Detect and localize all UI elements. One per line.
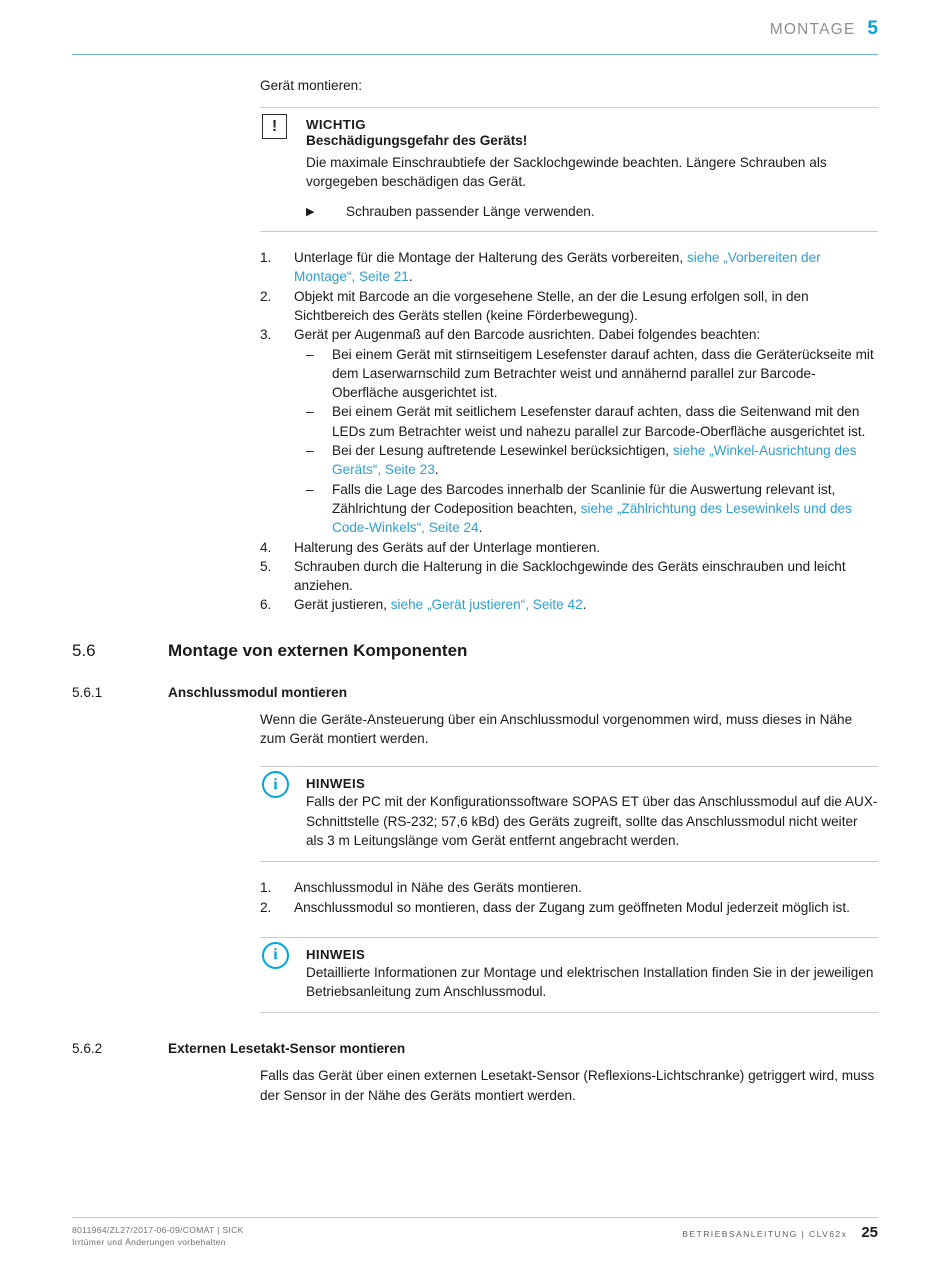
notice-subtitle: Beschädigungsgefahr des Geräts! (306, 133, 528, 148)
exclamation-glyph: ! (271, 117, 278, 135)
section-paragraph: Wenn die Geräte-Ansteuerung über ein Anschlussmodul vorgenommen wird, muss dieses in Nähe zum Gerät montiert werden. (260, 711, 853, 747)
list-item (260, 538, 878, 557)
sub-list-item (306, 345, 878, 403)
list-item-text-before: Unterlage für die Montage der Halterung des Geräts vorbereiten, (294, 250, 687, 266)
section-title: Externen Lesetakt-Sensor montieren (168, 1041, 406, 1057)
header-divider (72, 54, 878, 55)
footer-id-line2: Irrtümer und Änderungen vorbehalten (72, 1237, 226, 1248)
section-heading-5-6 (72, 641, 878, 661)
list-item-number: 1. (260, 880, 272, 896)
section-number: 5.6.2 (72, 1041, 103, 1057)
sub-text-after: . (478, 520, 483, 536)
footer-divider (72, 1217, 878, 1218)
list-item-number: 5. (260, 558, 272, 574)
list-item-text: Objekt mit Barcode an die vorgesehene Stelle, an der die Lesung erfolgen soll, in den Sichtbereich des Geräts stellen (keine Förderbewegung). (294, 288, 809, 323)
sub-text-before: Bei der Lesung auftretende Lesewinkel berücksichtigen, (332, 443, 673, 459)
dash-bullet-icon: – (306, 443, 314, 459)
section-title: Montage von externen Komponenten (168, 640, 468, 660)
sub-list-item-text: Bei einem Gerät mit stirnseitigem Lesefenster darauf achten, dass die Geräterückseite mit dem Laserwarnschild zum Betrachter weist und annähernd parallel zur Barcode-Oberfläche ausgerichtet ist. (332, 346, 874, 401)
sub-list-item (306, 480, 878, 538)
section-paragraph: Falls das Gerät über einen externen Lesetakt-Sensor (Reflexions-Lichtschranke) getriggert wird, muss der Sensor in der Nähe des Geräts montiert werden. (260, 1068, 875, 1103)
list-item-text (294, 248, 878, 287)
dash-bullet-icon: – (306, 346, 314, 362)
action-text: Schrauben passender Länge verwenden. (346, 203, 595, 219)
info-glyph: i (273, 946, 278, 964)
important-notice (260, 107, 878, 232)
list-item (260, 878, 878, 897)
note-text: Falls der PC mit der Konfigurationssoftware SOPAS ET über das Anschlussmodul auf die AUX-Schnittstelle (RS-232; 57,6 kBd) des Geräts zugreift, sollte das Anschlussmodul nicht weiter als 3 m Leitungslänge vom Gerät entfernt angebracht werden. (306, 794, 878, 848)
dash-bullet-icon: – (306, 404, 314, 420)
cross-reference-link[interactable]: siehe „Zählrichtung des Lesewinkels und des Code-Winkels“, Seite 24 (332, 500, 852, 536)
page-number: 25 (861, 1224, 878, 1241)
action-row (306, 204, 878, 221)
list-item-text: Gerät per Augenmaß auf den Barcode ausrichten. Dabei folgendes beachten: (294, 327, 761, 343)
sub-text-after: . (434, 462, 439, 478)
section-number: 5.6 (72, 640, 96, 660)
list-item-text (294, 595, 878, 614)
sub-list-item-text (332, 480, 878, 538)
list-item-number: 2. (260, 899, 272, 915)
section-heading-5-6-1 (72, 685, 878, 700)
list-item-number: 1. (260, 250, 272, 266)
exclamation-icon (262, 114, 287, 139)
list-item-number: 6. (260, 597, 272, 613)
list-item-text-after: . (408, 269, 413, 285)
notice-title: WICHTIG (306, 117, 366, 132)
info-icon (262, 771, 289, 798)
sub-list-item (306, 441, 878, 480)
procedure-list-module (260, 878, 878, 917)
sub-list (306, 345, 878, 538)
note-title: HINWEIS (306, 946, 366, 962)
list-item (260, 325, 878, 344)
info-glyph: i (273, 775, 278, 793)
header-chapter-number: 5 (867, 18, 878, 39)
triangle-right-icon: ▶ (306, 205, 315, 218)
header-chapter-title: MONTAGE (769, 21, 856, 38)
sub-list-item-text: Bei einem Gerät mit seitlichem Lesefenster darauf achten, dass die Seitenwand mit den LEDs zum Betrachter weist und nahezu parallel zur Barcode-Oberfläche ausgerichtet ist. (332, 404, 866, 439)
list-item-number: 3. (260, 327, 272, 343)
note-title: HINWEIS (306, 776, 366, 792)
list-item-text: Anschlussmodul in Nähe des Geräts montieren. (294, 880, 582, 896)
list-item (260, 557, 878, 596)
list-item (260, 248, 878, 287)
list-item-number: 4. (260, 539, 272, 555)
cross-reference-link[interactable]: siehe „Gerät justieren“, Seite 42 (390, 597, 583, 613)
intro-line: Gerät montieren: (260, 78, 362, 93)
list-item-text: Schrauben durch die Halterung in die Sacklochgewinde des Geräts einschrauben und leicht anziehen. (294, 558, 846, 594)
list-item-text-after: . (582, 597, 587, 613)
list-item (260, 287, 878, 326)
page-content (72, 78, 878, 1123)
list-item-text: Halterung des Geräts auf der Unterlage montieren. (294, 539, 601, 555)
page-header (72, 18, 878, 58)
procedure-list-mounting (260, 248, 878, 615)
sub-text-before: Falls die Lage des Barcodes innerhalb der Scanlinie für die Auswertung relevant ist, Zählrichtung der Codeposition beachten, (332, 481, 836, 516)
list-item (260, 898, 878, 917)
dash-bullet-icon: – (306, 481, 314, 497)
section-heading-5-6-2 (72, 1041, 878, 1056)
info-icon (262, 942, 289, 969)
footer-id-line1: 8011964/ZL27/2017-06-09/COMAT | SICK (72, 1225, 244, 1235)
list-item (260, 595, 878, 614)
list-item-text-before: Gerät justieren, (294, 597, 391, 613)
sub-list-item-text (332, 441, 878, 480)
cross-reference-link[interactable]: siehe „Winkel-Ausrichtung des Geräts“, Seite 23 (332, 443, 857, 478)
list-item-number: 2. (260, 288, 272, 304)
notice-text: Die maximale Einschraubtiefe der Sacklochgewinde beachten. Längere Schrauben als vorgegeben beschädigen das Gerät. (306, 155, 827, 190)
footer-document-title: BETRIEBSANLEITUNG | CLV62x (682, 1229, 848, 1239)
list-item-text: Anschlussmodul so montieren, dass der Zugang zum geöffneten Modul jederzeit möglich ist. (294, 899, 850, 915)
page-footer (72, 1217, 878, 1251)
note-box-1 (260, 766, 878, 862)
section-title: Anschlussmodul montieren (168, 684, 348, 700)
note-text: Detaillierte Informationen zur Montage und elektrischen Installation finden Sie in der jeweiligen Betriebsanleitung zum Anschlussmodul. (306, 964, 874, 1000)
sub-list-item (306, 402, 878, 441)
footer-document-id (72, 1224, 244, 1249)
cross-reference-link[interactable]: siehe „Vorbereiten der Montage“, Seite 21 (294, 250, 821, 285)
note-box-2 (260, 937, 878, 1014)
section-number: 5.6.1 (72, 684, 103, 700)
